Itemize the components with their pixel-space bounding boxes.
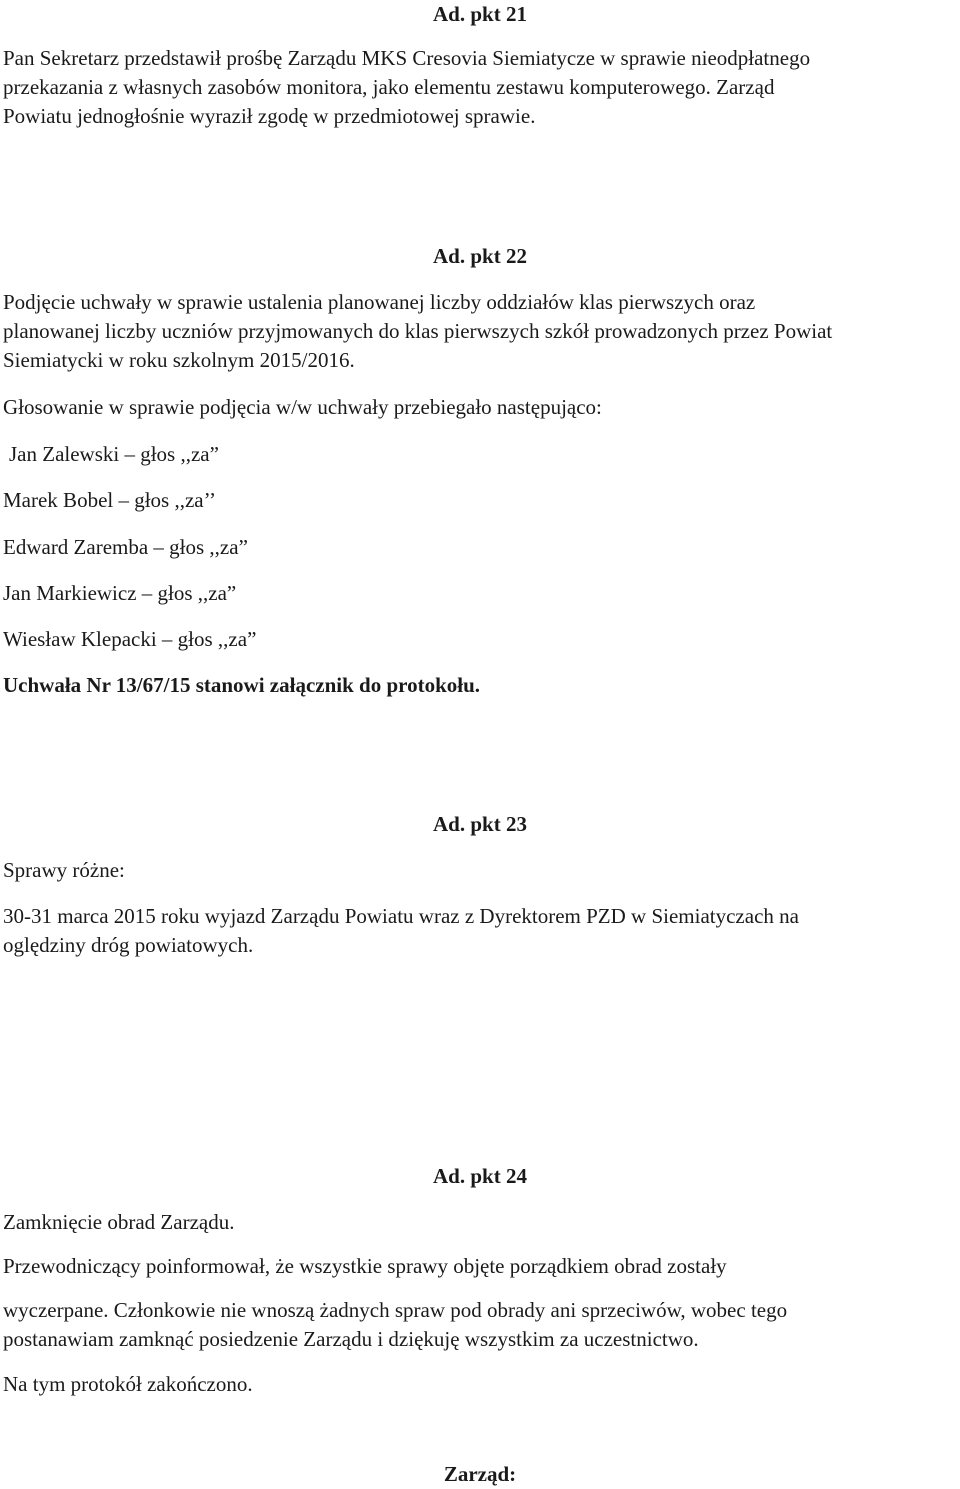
paragraph-line: Siemiatycki w roku szkolnym 2015/2016.: [3, 348, 355, 372]
section-subtitle-pkt23: Sprawy różne:: [3, 858, 125, 882]
closing-statement: Na tym protokół zakończono.: [3, 1372, 253, 1396]
signature-label: Zarząd:: [443, 1462, 517, 1486]
paragraph-line: Powiatu jednogłośnie wyraził zgodę w przedmiotowej sprawie.: [3, 104, 536, 128]
paragraph-line: postanawiam zamknąć posiedzenie Zarządu i dziękuję wszystkim za uczestnictwo.: [3, 1327, 699, 1351]
section-heading-pkt22: Ad. pkt 22: [433, 244, 527, 268]
paragraph-line: 30-31 marca 2015 roku wyjazd Zarządu Powiatu wraz z Dyrektorem PZD w Siemiatyczach na: [3, 904, 799, 928]
paragraph-pkt23: [3, 902, 958, 960]
paragraph-line: przekazania z własnych zasobów monitora, jako elementu zestawu komputerowego. Zarząd: [3, 75, 775, 99]
section-heading-pkt23: Ad. pkt 23: [433, 812, 527, 836]
paragraph-line: wyczerpane. Członkowie nie wnoszą żadnych spraw pod obrady ani sprzeciwów, wobec tego: [3, 1298, 788, 1322]
vote-entry: Jan Markiewicz – głos ,,za”: [3, 581, 237, 605]
section-heading-pkt24: Ad. pkt 24: [433, 1164, 527, 1188]
paragraph-line: oględziny dróg powiatowych.: [3, 933, 254, 957]
paragraph-line: Pan Sekretarz przedstawił prośbę Zarządu MKS Cresovia Siemiatycze w sprawie nieodpłatnego: [3, 46, 811, 70]
vote-entry: Edward Zaremba – głos ,,za”: [3, 535, 248, 559]
vote-entry: Wiesław Klepacki – głos ,,za”: [3, 627, 257, 651]
paragraph-pkt22: [3, 288, 958, 375]
vote-entry: Jan Zalewski – głos ,,za”: [9, 442, 219, 466]
paragraph-pkt21: [3, 44, 958, 131]
section-heading-pkt21: Ad. pkt 21: [433, 2, 527, 26]
paragraph-line: Przewodniczący poinformował, że wszystkie sprawy objęte porządkiem obrad zostały: [3, 1254, 727, 1278]
vote-intro: Głosowanie w sprawie podjęcia w/w uchwały przebiegało następująco:: [3, 395, 602, 419]
paragraph-line: planowanej liczby uczniów przyjmowanych do klas pierwszych szkół prowadzonych przez Powiat: [3, 319, 833, 343]
vote-entry: Marek Bobel – głos ,,za’’: [3, 488, 217, 512]
section-subtitle-pkt24: Zamknięcie obrad Zarządu.: [3, 1210, 235, 1234]
paragraph-pkt24: [3, 1296, 958, 1354]
paragraph-line: Podjęcie uchwały w sprawie ustalenia planowanej liczby oddziałów klas pierwszych oraz: [3, 290, 756, 314]
resolution-note: Uchwała Nr 13/67/15 stanowi załącznik do protokołu.: [3, 673, 481, 697]
